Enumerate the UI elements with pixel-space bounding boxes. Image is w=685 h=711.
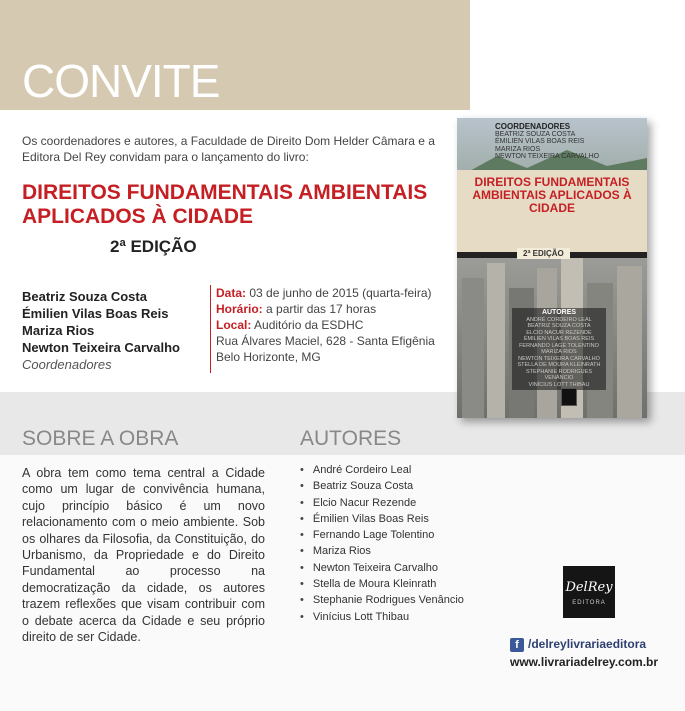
publisher-logo-sub: EDITORA — [572, 600, 606, 606]
cover-coord-heading: COORDENADORES — [495, 122, 571, 131]
author-item: • Mariza Rios — [300, 543, 464, 559]
cover-publisher-logo — [561, 388, 577, 406]
address-line2: Belo Horizonte, MG — [216, 350, 321, 364]
cover-coord-name: MARIZA RIOS — [495, 145, 541, 153]
coordinator-name: Mariza Rios — [22, 323, 95, 338]
author-item: • Stephanie Rodrigues Venâncio — [300, 592, 464, 608]
cover-author: VINÍCIUS LOTT THIBAU — [528, 381, 590, 388]
date-label: Data: — [216, 286, 247, 300]
coordinator-name: Newton Teixeira Carvalho — [22, 340, 180, 355]
coordinators-block — [22, 288, 180, 373]
cover-coord-name: NEWTON TEIXEIRA CARVALHO — [495, 153, 600, 160]
event-divider — [210, 285, 211, 373]
cover-author: ELCIO NACUR REZENDE — [526, 329, 592, 336]
cover-author: NEWTON TEIXEIRA CARVALHO — [518, 355, 600, 362]
date-value: 03 de junho de 2015 (quarta-feira) — [249, 286, 432, 300]
cover-author: STELLA DE MOURA KLEINRATH — [517, 362, 601, 368]
cover-edition: 2ª EDIÇÃO — [517, 248, 570, 259]
cover-authors — [512, 308, 606, 390]
cover-title: DIREITOS FUNDAMENTAIS AMBIENTAIS APLICADOS À CIDADE — [472, 175, 632, 215]
cover-author: BEATRIZ SOUZA COSTA — [527, 323, 591, 329]
authors-list — [300, 462, 464, 625]
facebook-icon[interactable]: f — [510, 638, 524, 652]
cover-author: STEPHANIE RODRIGUES VENÂNCIO — [525, 368, 592, 381]
address-line1: Rua Álvares Maciel, 628 - Santa Efigênia — [216, 334, 435, 348]
event-details — [216, 285, 435, 365]
author-item: • André Cordeiro Leal — [300, 462, 464, 478]
publisher-logo-name: DelRey — [565, 580, 613, 595]
time-label: Horário: — [216, 302, 263, 316]
convite-heading: CONVITE — [22, 55, 220, 107]
cover-author: ANDRÉ CORDEIRO LEAL — [526, 316, 592, 323]
cover-authors-heading: AUTORES — [541, 309, 577, 316]
cover-author: FERNANDO LAGE TOLENTINO — [519, 342, 599, 349]
cover-coordinators — [495, 123, 599, 161]
author-item: • Beatriz Souza Costa — [300, 478, 464, 494]
intro-text: Os coordenadores e autores, a Faculdade de Direito Dom Helder Câmara e a Editora Del Rey convidam para o lançamento do livro: — [22, 134, 435, 164]
author-item: • Elcio Nacur Rezende — [300, 495, 464, 511]
book-cover-image — [457, 118, 647, 418]
cover-author: ÉMILIEN VILAS BOAS REIS — [523, 336, 595, 342]
author-item: • Vinícius Lott Thibau — [300, 609, 464, 625]
place-value: Auditório da ESDHC — [254, 318, 364, 332]
cover-coord-name: ÉMILIEN VILAS BOAS REIS — [495, 138, 585, 145]
website-link[interactable]: www.livrariadelrey.com.br — [510, 655, 659, 669]
author-item: • Stella de Moura Kleinrath — [300, 576, 464, 592]
author-item: • Fernando Lage Tolentino — [300, 527, 464, 543]
coordinator-name: Beatriz Souza Costa — [22, 289, 147, 304]
time-value: a partir das 17 horas — [266, 302, 377, 316]
book-title-line1: DIREITOS FUNDAMENTAIS AMBIENTAIS — [22, 181, 428, 204]
book-title — [22, 181, 452, 229]
header-right-panel — [470, 0, 685, 110]
author-item: • Émilien Vilas Boas Reis — [300, 511, 464, 527]
author-item: • Newton Teixeira Carvalho — [300, 560, 464, 576]
autores-heading: AUTORES — [300, 427, 402, 450]
cover-author: MARIZA RIOS — [541, 349, 577, 355]
coordinators-role: Coordenadores — [22, 357, 112, 372]
coordinator-name: Émilien Vilas Boas Reis — [22, 306, 169, 321]
sobre-heading: SOBRE A OBRA — [22, 427, 179, 450]
sobre-text: A obra tem como tema central a Cidade como um lugar de convivência humana, cujo princípio básico é um novo relacionamento com o meio ambiente. Sob os olhares da Filosofia, da Constituição, do Urbanismo, da Propriedade e do Direito Fundamental ao processo na democratização da cidade, os autores trazem reflexões que visam contribuir com o debate acerca da Cidade e seu próprio direito de ser Cidade. — [22, 466, 265, 645]
facebook-link[interactable]: /delreylivrariaeditora — [528, 637, 647, 651]
book-edition: 2ª EDIÇÃO — [110, 237, 197, 256]
cover-coord-name: BEATRIZ SOUZA COSTA — [495, 130, 576, 138]
place-label: Local: — [216, 318, 252, 332]
book-title-line2: APLICADOS À CIDADE — [22, 205, 254, 228]
